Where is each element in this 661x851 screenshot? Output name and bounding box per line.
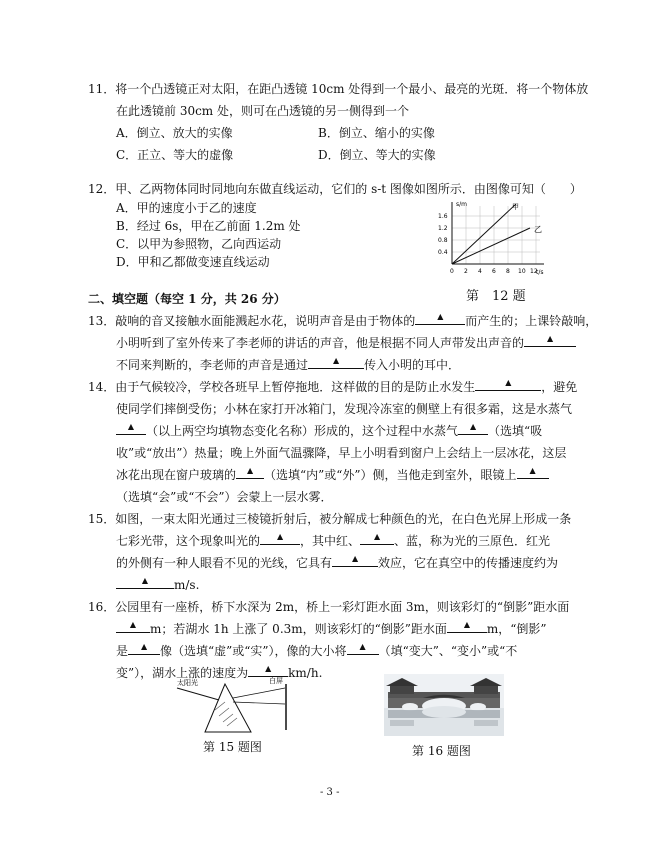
refracted-ray bbox=[233, 688, 285, 698]
q12-option-d: D．甲和乙都做变速直线运动 bbox=[116, 255, 270, 269]
answer-blank[interactable] bbox=[458, 422, 488, 435]
q14-line6: （选填“会”或“不会”）会蒙上一层水雾． bbox=[116, 490, 333, 504]
q15-line3: 的外侧有一种人眼看不见的光线，它具有▲ 效应，它在真空中的传播速度约为 bbox=[116, 554, 558, 571]
x-tick: 6 bbox=[492, 268, 496, 275]
y-tick: 0.8 bbox=[438, 237, 448, 244]
prism-icon bbox=[205, 684, 251, 732]
series-yi-label: 乙 bbox=[534, 225, 542, 234]
answer-blank[interactable] bbox=[116, 576, 174, 589]
series-jia-label: 甲 bbox=[512, 203, 519, 211]
q11-option-a: A．倒立、放大的实像 bbox=[116, 126, 233, 140]
q14-line3: ▲（以上两空均填物态变化名称）形成的，这个过程中水蒸气▲ （选填“吸 bbox=[116, 422, 542, 439]
q11-option-d: D．倒立、等大的实像 bbox=[318, 148, 436, 162]
x-tick: 10 bbox=[518, 268, 526, 275]
screen-label: 白屏 bbox=[269, 677, 283, 685]
page-number: - 3 - bbox=[320, 787, 340, 798]
sunlight-label: 太阳光 bbox=[177, 679, 198, 687]
q12-st-graph bbox=[430, 198, 550, 280]
q11-option-c: C．正立、等大的虚像 bbox=[116, 148, 234, 162]
y-axis-label: s/m bbox=[456, 201, 467, 208]
q12-option-b: B．经过 6s，甲在乙前面 1.2m 处 bbox=[116, 219, 301, 233]
sunlight-ray bbox=[177, 688, 219, 700]
x-tick: 2 bbox=[464, 268, 468, 275]
y-tick: 1.2 bbox=[438, 225, 448, 232]
q11-option-b: B．倒立、缩小的实像 bbox=[318, 126, 435, 140]
fig15-caption: 第 15 题图 bbox=[203, 740, 262, 754]
answer-blank[interactable] bbox=[308, 356, 364, 369]
q14-line4: 收”或“放出”）热量；晚上外面气温骤降，早上小明看到窗户上会结上一层冰花，这层 bbox=[116, 446, 567, 460]
q16-line2: ▲m；若湖水 1h 上涨了 0.3m，则该彩灯的“倒影”距水面▲ m，“倒影” bbox=[116, 620, 547, 637]
q12-figure-caption: 第 12 题 bbox=[466, 289, 526, 304]
x-tick: 0 bbox=[450, 268, 454, 275]
answer-blank[interactable] bbox=[116, 620, 150, 633]
answer-blank[interactable] bbox=[116, 422, 146, 435]
q11-stem-line1: 11．将一个凸透镜正对太阳，在距凸透镜 10cm 处得到一个最小、最亮的光斑．将一个物体放 bbox=[88, 82, 589, 96]
answer-blank[interactable] bbox=[475, 378, 541, 391]
q14-line5: 冰花出现在窗户玻璃的▲ （选填“内”或“外”）侧，当他走到室外，眼镜上▲ bbox=[116, 466, 549, 483]
answer-blank[interactable] bbox=[260, 532, 300, 545]
answer-blank[interactable] bbox=[524, 334, 576, 347]
bridge-photo bbox=[384, 674, 504, 736]
q16-line3: 是▲ 像（选填“虚”或“实”），像的大小将▲ （填“变大”、“变小”或“不 bbox=[116, 642, 517, 659]
y-tick: 1.6 bbox=[438, 213, 448, 220]
q12-stem: 12．甲、乙两物体同时同地向东做直线运动，它们的 s-t 图像如图所示．由图像可知（ ） bbox=[88, 182, 582, 196]
answer-blank[interactable] bbox=[347, 642, 379, 655]
answer-blank[interactable] bbox=[517, 466, 549, 479]
graph-grid bbox=[452, 206, 540, 264]
q15-line4: ▲m/s. bbox=[116, 576, 199, 592]
q16-line1: 16．公园里有一座桥，桥下水深为 2m，桥上一彩灯距水面 3m，则该彩灯的“倒影”距水面 bbox=[88, 600, 570, 614]
x-axis-label: t/s bbox=[536, 269, 544, 276]
x-tick: 12 bbox=[530, 268, 538, 275]
q13-line3: 不同来判断的，李老师的声音是通过▲ 传入小明的耳中． bbox=[116, 356, 460, 373]
answer-blank[interactable] bbox=[128, 642, 160, 655]
answer-blank[interactable] bbox=[360, 532, 394, 545]
series-jia-line bbox=[452, 204, 516, 264]
q15-line1: 15．如图，一束太阳光通过三棱镜折射后，被分解成七种颜色的光，在白色光屏上形成一条 bbox=[88, 512, 572, 526]
q12-option-a: A．甲的速度小于乙的速度 bbox=[116, 201, 257, 215]
q16-line4: 变”），湖水上涨的速度为▲ km/h. bbox=[116, 664, 322, 681]
answer-blank[interactable] bbox=[332, 554, 378, 567]
answer-blank[interactable] bbox=[236, 466, 264, 479]
refracted-ray bbox=[233, 702, 285, 704]
fig16-caption: 第 16 题图 bbox=[412, 744, 471, 758]
answer-blank[interactable] bbox=[447, 620, 487, 633]
q13-line1: 13．敲响的音叉接触水面能溅起水花，说明声音是由于物体的▲ 而产生的；上课铃敲响， bbox=[88, 312, 597, 329]
prism-diagram bbox=[175, 676, 305, 738]
x-tick: 4 bbox=[478, 268, 482, 275]
y-tick: 0.4 bbox=[438, 249, 448, 256]
q11-stem-line2: 在此透镜前 30cm 处，则可在凸透镜的另一侧得到一个 bbox=[116, 104, 409, 118]
series-yi-line bbox=[452, 228, 530, 264]
x-tick: 8 bbox=[506, 268, 510, 275]
q14-line1: 14．由于气候较冷，学校各班早上暂停拖地．这样做的目的是防止水发生▲ ，避免 bbox=[88, 378, 577, 395]
section-title: 二、填空题（每空 1 分，共 26 分） bbox=[88, 292, 286, 306]
answer-blank[interactable] bbox=[415, 312, 465, 325]
q15-line2: 七彩光带，这个现象叫光的▲ ，其中红、▲ 、蓝，称为光的三原色．红光 bbox=[116, 532, 550, 549]
q14-line2: 使同学们摔倒受伤；小林在家打开冰箱门，发现冷冻室的侧壁上有很多霜，这是水蒸气 bbox=[116, 402, 573, 416]
q13-line2: 小明听到了室外传来了李老师的讲话的声音，他是根据不同人声带发出声音的▲ bbox=[116, 334, 576, 351]
q12-option-c: C．以甲为参照物，乙向西运动 bbox=[116, 237, 282, 251]
